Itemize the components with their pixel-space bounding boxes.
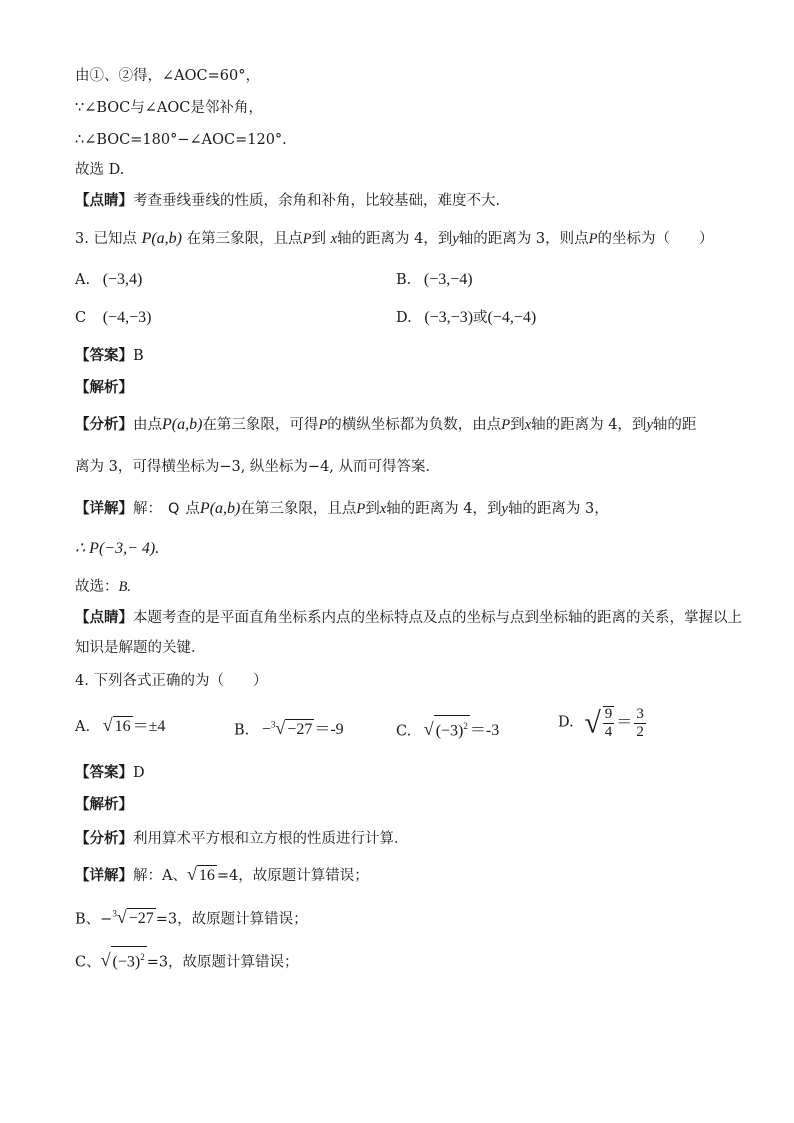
q3-dianjing xyxy=(75,608,742,628)
fenxi-text: 在第三象限，可得 xyxy=(202,417,319,433)
option-rest: ＝±4 xyxy=(132,718,166,735)
q3-stem-part: 在第三象限，且点 xyxy=(186,231,303,247)
sqrt-icon: √ xyxy=(100,950,111,971)
xiangjie-var: P xyxy=(356,501,366,517)
option-label: B. xyxy=(234,722,250,739)
radicand: −27 xyxy=(128,910,154,928)
q3-var: P xyxy=(588,231,598,247)
fenxi-text: 的横纵坐标都为负数，由点 xyxy=(327,417,502,433)
radicand: (−3) xyxy=(112,953,141,971)
q3-stem-part: 到 xyxy=(311,231,326,247)
dianjing-text: 本题考查的是平面直角坐标系内点的坐标特点及点的坐标与点到坐标轴的距离的关系，掌握以上 xyxy=(133,610,742,626)
line-choose-d: 故选 D. xyxy=(75,162,125,178)
xiangjie-var: x xyxy=(379,501,387,517)
q3-stem-part: 的坐标为（ ） xyxy=(597,231,714,247)
line-adjacent: ∵∠BOC与∠AOC是邻补角， xyxy=(75,100,263,116)
q4-answer xyxy=(75,763,145,783)
xiangjie-text: =4，故原题计算错误； xyxy=(216,868,369,884)
equals-sign: ＝ xyxy=(616,713,633,731)
xiangjie-var: y xyxy=(501,501,508,517)
xiangjie-text: 轴的距离为 3， xyxy=(507,501,609,517)
line-comment-q2 xyxy=(75,191,500,211)
q3-option-a xyxy=(75,270,142,290)
xiangjie-text: B、− xyxy=(75,911,113,928)
minus-sign: − xyxy=(261,721,271,739)
exponent: 2 xyxy=(140,952,145,962)
fraction-denominator: 4 xyxy=(604,724,613,740)
q3-fenxi-line2: 离为 3，可得横坐标为−3, 纵坐标为−4, 从而可得答案． xyxy=(75,459,441,475)
radicand: (−3) xyxy=(435,722,464,740)
fenxi-text: 到 xyxy=(510,417,525,433)
choose-text: 故选： xyxy=(75,579,119,595)
fenxi-text: 轴的距 xyxy=(652,417,697,433)
q4-fenxi xyxy=(75,829,409,849)
q3-point: P(a,b) xyxy=(141,230,182,247)
radicand: −27 xyxy=(287,721,313,739)
q3-dianjing-line2: 知识是解题的关键． xyxy=(75,640,206,656)
option-label: D. xyxy=(558,714,574,731)
fenxi-text: 利用算术平方根和立方根的性质进行计算． xyxy=(133,831,409,847)
q4-stem: 4. 下列各式正确的为（ ） xyxy=(75,673,268,689)
comment-tag: 【点睛】 xyxy=(75,192,133,209)
dianjing-tag: 【点睛】 xyxy=(75,609,133,626)
q4-xiangjie-c xyxy=(75,946,299,972)
option-label: C. xyxy=(396,723,412,740)
q4-analysis-heading xyxy=(75,795,133,815)
q3-option-b xyxy=(396,270,473,290)
root-index: 3 xyxy=(270,720,276,730)
q3-result: ∴ P(−3,− 4). xyxy=(75,540,160,557)
choose-value: B. xyxy=(118,579,131,595)
radicand: 16 xyxy=(198,867,215,884)
q3-var: x xyxy=(330,231,338,247)
q3-fenxi xyxy=(75,415,696,435)
q3-var: P xyxy=(302,231,312,247)
fraction-denominator: 2 xyxy=(636,723,644,740)
analysis-tag: 【解析】 xyxy=(75,796,133,813)
answer-value: B xyxy=(133,348,144,364)
fenxi-text: 由点 xyxy=(133,417,162,433)
sqrt-icon: √ xyxy=(102,715,113,735)
option-label: D. xyxy=(396,310,412,326)
option-label: A. xyxy=(75,272,91,288)
answer-tag: 【答案】 xyxy=(75,347,133,364)
q3-answer xyxy=(75,346,144,366)
answer-value: D xyxy=(133,765,145,781)
xiangjie-tag: 【详解】 xyxy=(75,867,133,884)
q4-xiangjie-a xyxy=(75,864,369,886)
q3-stem-part: 轴的距离为 3，则点 xyxy=(458,231,589,247)
q3-option-c xyxy=(75,308,151,328)
q3-choose xyxy=(75,577,131,597)
fenxi-var: P xyxy=(318,417,328,433)
fenxi-tag: 【分析】 xyxy=(75,830,133,847)
option-label: C xyxy=(75,310,87,326)
cube-root-icon: √ xyxy=(116,907,127,928)
fenxi-var: x xyxy=(524,417,532,433)
q4-option-d xyxy=(558,706,648,740)
q3-option-d xyxy=(396,308,536,328)
xiangjie-text: 到 xyxy=(365,501,380,517)
exponent: 2 xyxy=(463,721,468,731)
fraction-numerator: 3 xyxy=(636,705,644,722)
fenxi-var: y xyxy=(646,417,653,433)
option-label: A. xyxy=(75,719,91,735)
radicand: 16 xyxy=(114,718,131,735)
xiangjie-text: =3，故原题计算错误； xyxy=(146,954,299,971)
q3-xiangjie xyxy=(75,499,609,519)
line-boc-result: ∴∠BOC=180°−∠AOC=120°. xyxy=(75,132,287,148)
option-rest: ＝-9 xyxy=(314,721,344,739)
sqrt-icon: √ xyxy=(186,864,197,884)
fenxi-text: 轴的距离为 4，到 xyxy=(531,417,647,433)
answer-tag: 【答案】 xyxy=(75,764,133,781)
q4-xiangjie-b xyxy=(75,904,308,929)
option-rest: ＝-3 xyxy=(469,722,500,740)
xiangjie-text: =3，故原题计算错误； xyxy=(155,911,308,928)
xiangjie-tag: 【详解】 xyxy=(75,500,133,517)
fenxi-var: P xyxy=(501,417,511,433)
analysis-tag: 【解析】 xyxy=(75,379,133,396)
option-value: (−3,−3) xyxy=(424,309,474,326)
xiangjie-text: 点 xyxy=(185,501,200,517)
q3-stem-part: 3. 已知点 xyxy=(75,231,137,247)
q4-option-c xyxy=(396,715,499,741)
xiangjie-text: 轴的距离为 4，到 xyxy=(386,501,502,517)
q3-stem-part: 轴的距离为 4，到 xyxy=(337,231,453,247)
fenxi-tag: 【分析】 xyxy=(75,416,133,433)
xiangjie-text: C、 xyxy=(75,954,101,971)
option-value: (−4,−3) xyxy=(102,309,152,326)
fraction-numerator: 9 xyxy=(604,706,613,722)
option-value: (−4,−4) xyxy=(487,309,537,326)
comment-text: 考查垂线垂线的性质，余角和补角，比较基础，难度不大. xyxy=(133,193,501,209)
q3-analysis-heading xyxy=(75,378,133,398)
option-label: B. xyxy=(396,272,412,288)
cube-root-icon: √ xyxy=(275,718,286,739)
q4-option-a xyxy=(75,715,165,737)
q3-stem xyxy=(75,229,714,249)
q3-var: y xyxy=(452,231,459,247)
option-value: (−3,−4) xyxy=(423,271,473,288)
sqrt-icon: √ xyxy=(584,706,601,739)
xiangjie-point: P(a,b) xyxy=(199,500,241,517)
sqrt-icon: √ xyxy=(423,719,434,740)
option-value: (−3,4) xyxy=(102,271,143,288)
fenxi-point: P(a,b) xyxy=(162,416,203,433)
root-index: 3 xyxy=(112,909,117,919)
because-symbol: Q xyxy=(168,501,180,517)
xiangjie-text: 解： xyxy=(133,501,162,517)
q4-option-b xyxy=(234,715,344,740)
xiangjie-text: 在第三象限，且点 xyxy=(240,501,357,517)
xiangjie-text: 解：A、 xyxy=(133,868,187,884)
option-or: 或 xyxy=(473,310,488,326)
line-angle-aoc: 由①、②得，∠AOC=60°， xyxy=(75,68,260,84)
